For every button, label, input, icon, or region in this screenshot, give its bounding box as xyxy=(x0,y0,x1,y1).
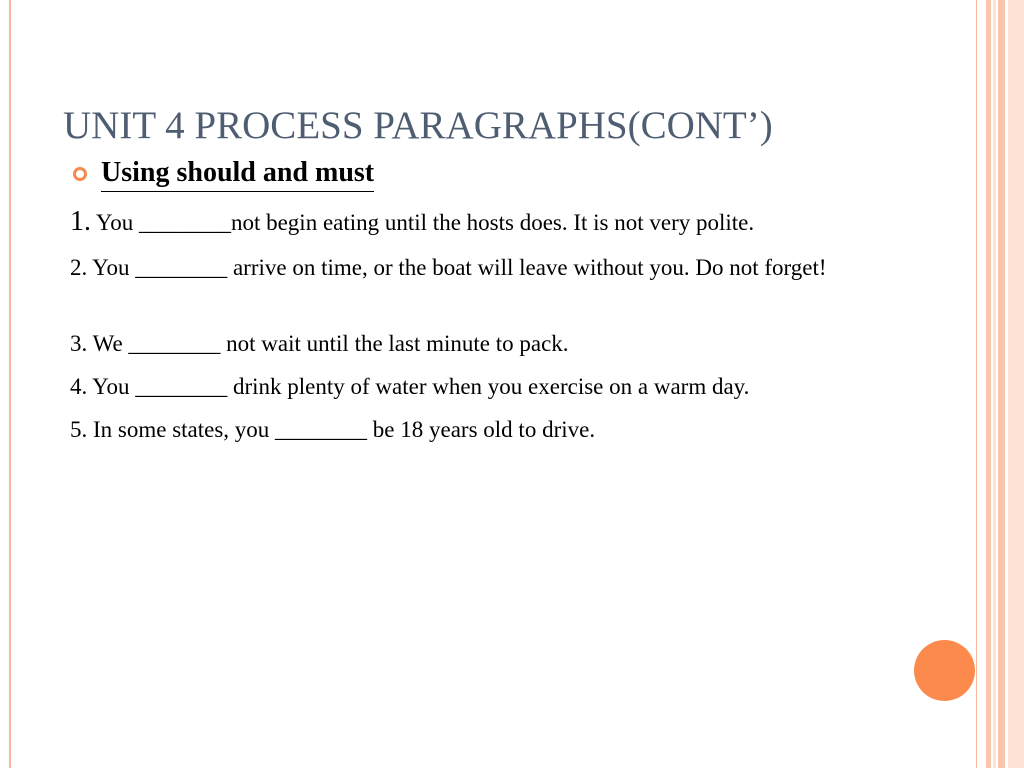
right-frame-stripe xyxy=(986,0,991,768)
exercise-text: You ________ arrive on time, or the boat will leave without you. Do not forget! xyxy=(87,255,827,280)
exercise-text: We ________ not wait until the last minute to pack. xyxy=(87,331,569,356)
decorative-orange-circle xyxy=(914,640,975,701)
exercise-text: You ________not begin eating until the hosts does. It is not very polite. xyxy=(91,210,755,235)
exercise-item-2 xyxy=(70,252,981,284)
right-frame-stripe xyxy=(1008,0,1024,768)
exercise-number: 4. xyxy=(70,374,88,399)
exercise-number: 2. xyxy=(70,255,88,280)
right-frame-line xyxy=(976,0,977,768)
left-frame-line xyxy=(9,0,11,768)
exercise-item-1 xyxy=(70,206,754,239)
exercise-number: 1. xyxy=(70,206,91,237)
exercise-text: In some states, you ________ be 18 years old to drive. xyxy=(87,417,596,442)
exercise-item-4 xyxy=(70,371,749,403)
right-frame-stripe xyxy=(998,0,1005,768)
right-frame-stripe xyxy=(993,0,996,768)
exercise-item-5 xyxy=(70,414,595,446)
exercise-item-3 xyxy=(70,328,569,360)
exercise-number: 3. xyxy=(70,331,88,356)
exercise-text: You ________ drink plenty of water when you exercise on a warm day. xyxy=(87,374,750,399)
exercise-number: 5. xyxy=(70,417,88,442)
hollow-circle-bullet-icon xyxy=(73,167,87,181)
slide-title: UNIT 4 PROCESS PARAGRAPHS(CONT’) xyxy=(63,104,773,147)
bullet-heading: Using should and must xyxy=(101,155,374,192)
